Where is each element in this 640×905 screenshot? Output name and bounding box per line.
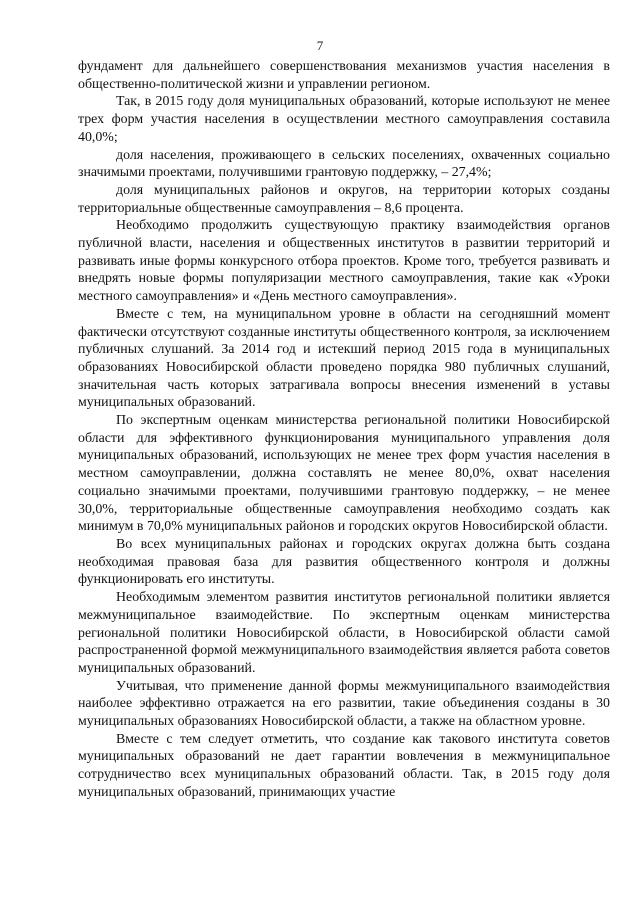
paragraph-public-control: Вместе с тем, на муниципальном уровне в области на сегодняшний момент фактически отсутствуют созданные институты общественного контроля, за исключением публичных слушаний. За 2014 год и истекший период 2015 года в муниципальных образованиях Новосибирской области проведено порядка 980 публичных слушаний, значительная часть которых затрагивала вопросы внесения изменений в уставы муниципальных образований. [78,306,610,411]
paragraph-tos-share: доля муниципальных районов и округов, на территории которых созданы территориальные общественные самоуправления – 8,6 процента. [78,182,610,216]
paragraph-councils-created: Учитывая, что применение данной формы межмуниципального взаимодействия наиболее эффективно отражается на его развитии, такие объединения созданы в 30 муниципальных образованиях Новосибирской области, а также на областном уровне. [78,678,610,730]
document-body [78,58,610,802]
paragraph-continuation: фундамент для дальнейшего совершенствования механизмов участия населения в общественно-политической жизни и управлении регионом. [78,59,610,92]
paragraph-forms-of-participation: Так, в 2015 году доля муниципальных образований, которые используют не менее трех форм участия населения в осуществлении местного самоуправления составила 40,0%; [78,94,610,145]
paragraph-no-guarantee: Вместе с тем следует отметить, что создание как такового института советов муниципальных образований не дает гарантии вовлечения в межмуниципальное сотрудничество всех муниципальных образований области. Так, в 2015 году доля муниципальных образований, принимающих участие [78,731,610,800]
page-number: 7 [316,38,324,53]
paragraph-intermunicipal: Необходимым элементом развития институтов региональной политики является межмуниципальное взаимодействие. По экспертным оценкам министерства региональной политики Новосибирской области, в Новосибирской области самой распространенной формой межмуниципального взаимодействия является работа советов муниципальных образований. [78,590,610,676]
paragraph-continue-practice: Необходимо продолжить существующую практику взаимодействия органов публичной власти, населения и общественных институтов в развитии территорий и развивать иные формы конкурсного отбора проектов. Кроме того, требуется развивать и внедрять новые формы популяризации местного самоуправления, такие как «Уроки местного самоуправления» и «День местного самоуправления». [78,218,610,305]
paragraph-expert-estimates: По экспертным оценкам министерства региональной политики Новосибирской области для эффективного функционирования муниципального управления доля муниципальных образований, использующих не менее трех форм участия населения в местном самоуправлении, должна составлять не менее 80,0%, охват населения социально значимыми проектами, получившими грантовую поддержку, – не менее 30,0%, территориальные общественные самоуправления необходимо создать как минимум в 70,0% муниципальных районов и городских округов Новосибирской области. [78,413,610,535]
paragraph-rural-population: доля населения, проживающего в сельских поселениях, охваченных социально значимыми проектами, получившими грантовую поддержку, – 27,4%; [78,147,610,181]
paragraph-legal-basis: Во всех муниципальных районах и городских округах должна быть создана необходимая правовая база для развития общественного контроля и должны функционировать его институты. [78,536,610,588]
